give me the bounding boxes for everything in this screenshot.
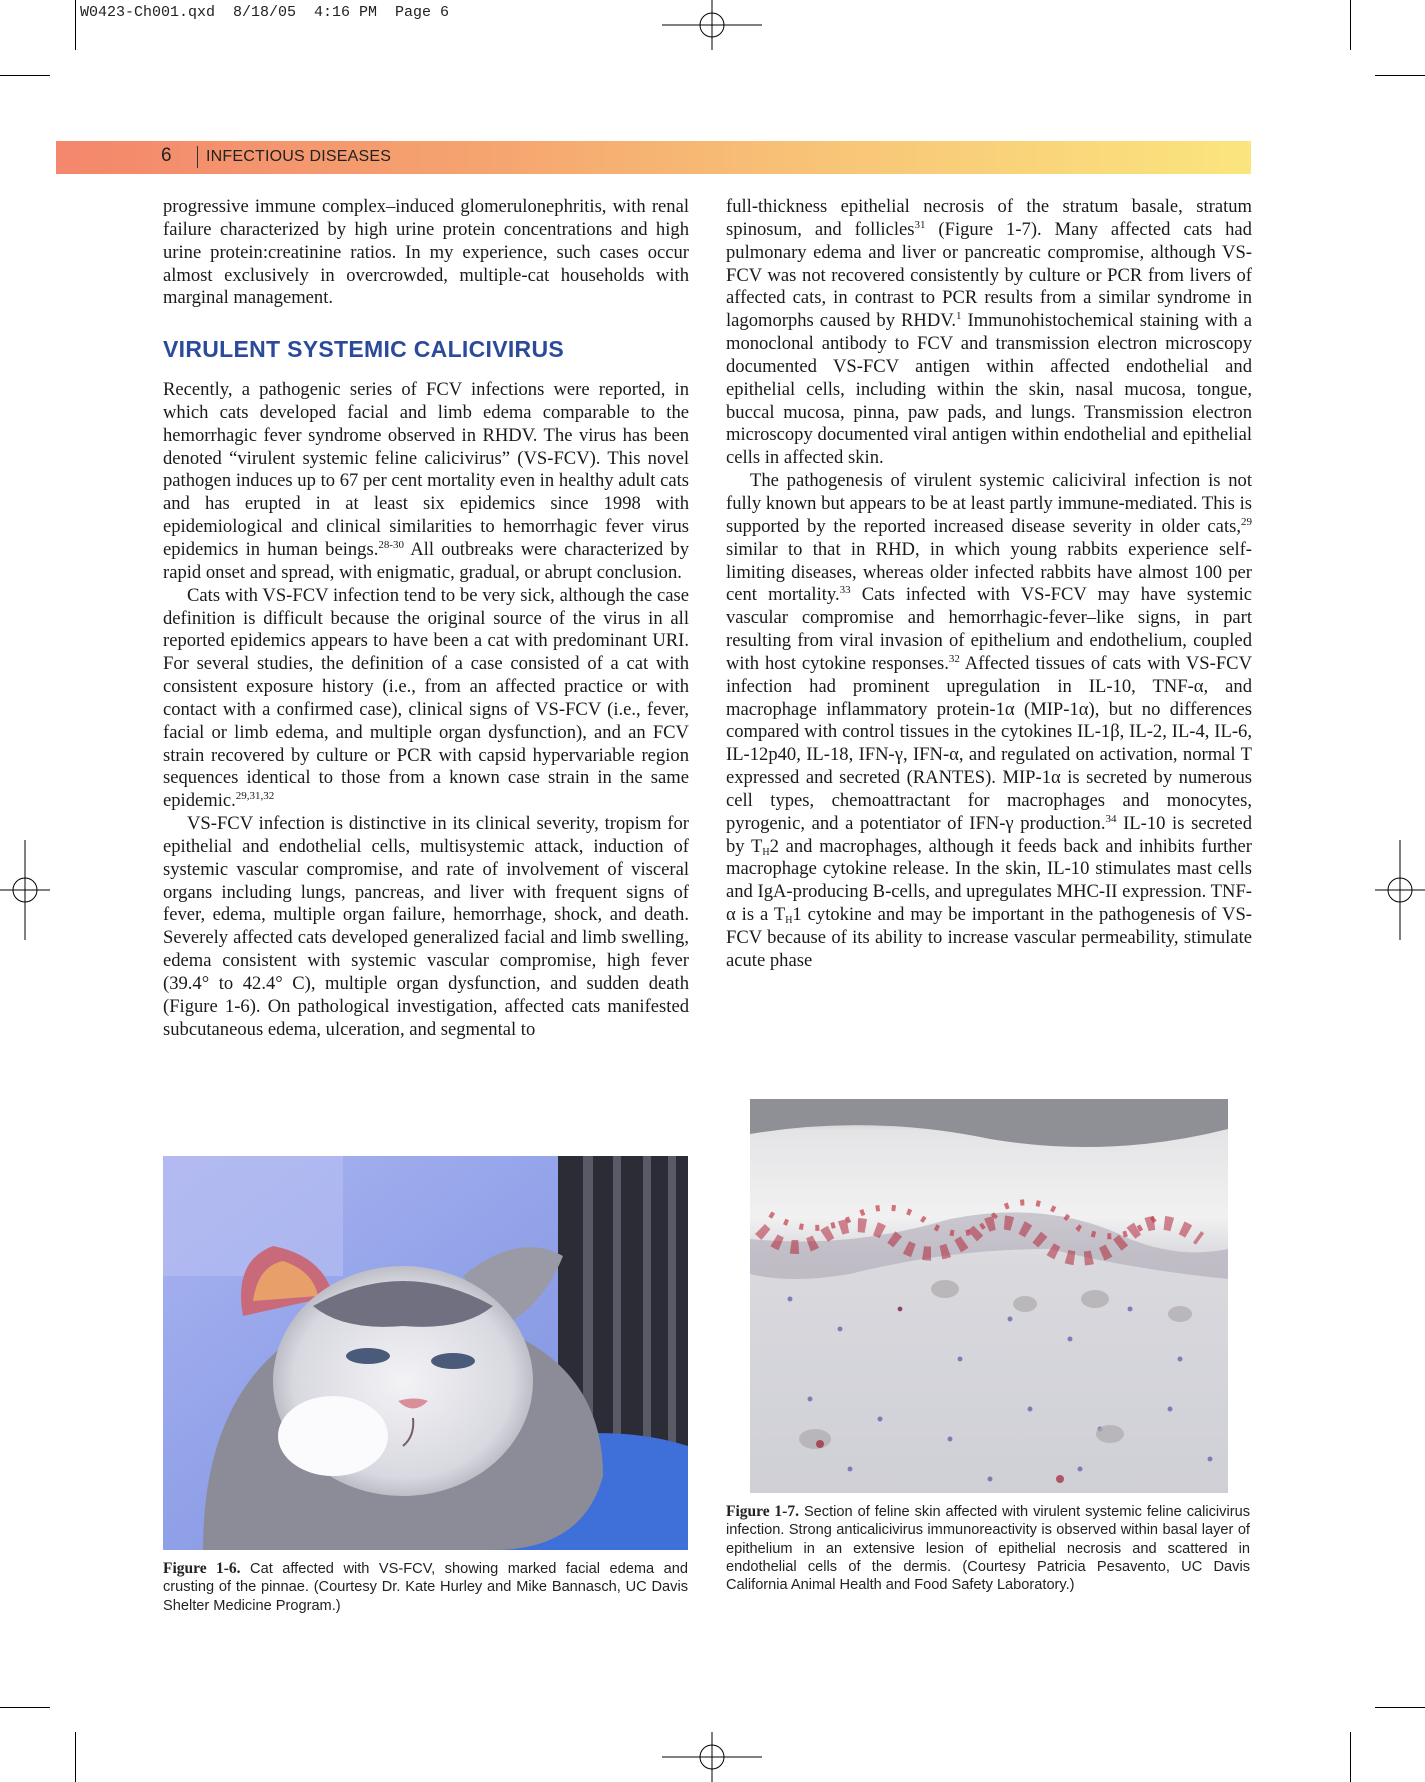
figure-1-6-cat-photo bbox=[163, 1156, 688, 1550]
paragraph: progressive immune complex–induced glomerulonephritis, with renal failure characterized by high urine protein concentrations and high urine protein:creatinine ratios. In my experience, such cases occur almost exclusively in overcrowded, multiple-cat households with marginal management. bbox=[163, 196, 689, 309]
histology-illustration bbox=[750, 1099, 1228, 1493]
subscript: H bbox=[762, 846, 770, 858]
registration-mark-right bbox=[1375, 840, 1425, 940]
text-run: 2 and macrophages, although it feeds back and inhibits further macrophage cytokine release. In the skin, IL-10 stimulates mast cells and IgA-producing B-cells, and upregulates MHC-II expression. TNF-α is a T bbox=[726, 835, 1252, 926]
reference-superscript: 32 bbox=[948, 652, 960, 665]
text-run: Recently, a pathogenic series of FCV infections were reported, in which cats developed facial and limb edema comparable to the hemorrhagic fever syndrome observed in RHDV. The virus has been denoted “virulent systemic feline calicivirus” (VS-FCV). This novel pathogen induces up to 67 per cent mortality even in healthy adult cats and has erupted in at least six epidemics since 1998 with epidemiological and clinical similarities to hemorrhagic fever virus epidemics in human beings. bbox=[163, 379, 689, 560]
reference-superscript: 1 bbox=[955, 310, 962, 323]
text-run: The pathogenesis of virulent systemic caliciviral infection is not fully known but appears to be at least partly immune-mediated. This is supported by the reported increased disease severity in older cats, bbox=[726, 470, 1252, 537]
figure-label: Figure 1-7. bbox=[726, 1503, 799, 1520]
text-run: IL-10 is secreted by T bbox=[726, 812, 1252, 857]
text-run: similar to that in RHD, in which young rabbits experience self-limiting diseases, whereas older infected rabbits have almost 100 per cent mortality. bbox=[726, 538, 1252, 606]
paragraph bbox=[163, 585, 689, 813]
reference-superscript: 33 bbox=[839, 584, 851, 597]
reference-superscript: 34 bbox=[1105, 812, 1117, 825]
paragraph bbox=[726, 196, 1252, 470]
figure-1-7-histology-micrograph bbox=[750, 1099, 1228, 1493]
subscript: H bbox=[785, 915, 793, 927]
header-divider bbox=[197, 146, 198, 168]
paragraph bbox=[163, 379, 689, 585]
registration-mark-left bbox=[0, 840, 50, 940]
text-run: Immunohistochemical staining with a monoclonal antibody to FCV and transmission electron microscopy documented VS-FCV antigen within affected endothelial and epithelial cells, including within the skin, nasal mucosa, tongue, buccal mucosa, pinna, paw pads, and lungs. Transmission electron microscopy documented viral antigen within endothelial and epithelial cells in affected skin. bbox=[726, 310, 1252, 469]
reference-superscript: 29 bbox=[1241, 515, 1252, 528]
printer-slug: W0423-Ch001.qxd 8/18/05 4:16 PM Page 6 bbox=[80, 4, 450, 21]
paragraph bbox=[726, 470, 1252, 973]
right-column bbox=[726, 196, 1252, 973]
text-run: full-thickness epithelial necrosis of the stratum basale, stratum spinosum, and follicles bbox=[726, 196, 1252, 240]
left-column bbox=[163, 196, 689, 1042]
page-number: 6 bbox=[161, 145, 172, 166]
registration-mark-bottom bbox=[662, 1732, 762, 1782]
figure-1-7-caption bbox=[726, 1503, 1250, 1594]
caption-text: Section of feline skin affected with virulent systemic feline calicivirus infection. Strong anticalicivirus immunoreactivity is observed within basal layer of epithelium in an extensive lesion of epithelial necrosis and scattered in endothelial cells of the dermis. (Courtesy Patricia Pesavento, UC Davis California Animal Health and Food Safety Laboratory.) bbox=[726, 1504, 1250, 1594]
running-head: INFECTIOUS DISEASES bbox=[206, 148, 392, 165]
section-heading: VIRULENT SYSTEMIC CALICIVIRUS bbox=[163, 336, 565, 363]
caption-text: Cat affected with VS-FCV, showing marked facial edema and crusting of the pinnae. (Courtesy Dr. Kate Hurley and Mike Bannasch, UC Davis Shelter Medicine Program.) bbox=[163, 1561, 688, 1614]
paragraph: VS-FCV infection is distinctive in its clinical severity, tropism for epithelial and endothelial cells, multisystemic attack, induction of systemic vascular compromise, and rate of involvement of visceral organs including lungs, pancreas, and liver with frequent signs of fever, edema, multiple organ failure, hemorrhage, shock, and death. Severely affected cats developed generalized facial and limb swelling, edema consistent with systemic vascular compromise, high fever (39.4° to 42.4° C), multiple organ dysfunction, and sudden death (Figure 1-6). On pathological investigation, affected cats manifested subcutaneous edema, ulceration, and segmental to bbox=[163, 813, 689, 1040]
cat-photo-illustration bbox=[163, 1156, 688, 1550]
text-run: (Figure 1-7). Many affected cats had pulmonary edema and liver or pancreatic compromise, although VS-FCV was not recovered consistently by culture or PCR from livers of affected cats, in contrast to PCR results from a similar syndrome in lagomorphs caused by RHDV. bbox=[726, 218, 1252, 332]
text-run: 1 cytokine and may be important in the pathogenesis of VS-FCV because of its ability to increase vascular permeability, stimulate acute phase bbox=[726, 904, 1252, 971]
reference-superscript: 31 bbox=[914, 218, 926, 231]
text-run: Affected tissues of cats with VS-FCV infection had prominent upregulation in IL-10, TNF-α, and macrophage inflammatory protein-1α (MIP-1α), but no differences compared with control tissues in the cytokines IL-1β, IL-2, IL-4, IL-6, IL-12p40, IL-18, IFN-γ, IFN-α, and regulated on activation, normal T expressed and secreted (RANTES). MIP-1α is secreted by numerous cell types, chemoattractant for macrophages and monocytes, pyrogenic, and a potentiator of IFN-γ production. bbox=[726, 652, 1252, 834]
registration-mark-top bbox=[662, 0, 762, 50]
text-run: Cats infected with VS-FCV may have systemic vascular compromise and hemorrhagic-fever–like signs, in part resulting from viral invasion of epithelium and endothelium, coupled with host cytokine responses. bbox=[726, 584, 1252, 674]
figure-label: Figure 1-6. bbox=[163, 1560, 241, 1577]
reference-superscript: 28-30 bbox=[378, 538, 405, 551]
text-run: Cats with VS-FCV infection tend to be very sick, although the case definition is difficult because the original source of the virus in all reported epidemics appears to have been a cat with predominant URI. For several studies, the definition of a case consisted of a cat with consistent exposure history (i.e., from an affected practice or with contact with a confirmed case), clinical signs of VS-FCV (i.e., fever, facial or limb edema, and multiple organ dysfunction), and an FCV strain recovered by culture or PCR with capsid hypervariable region sequences identical to those from a known case strain in the same epidemic. bbox=[163, 584, 689, 812]
text-run: All outbreaks were characterized by rapid onset and spread, with enigmatic, gradual, or abrupt conclusion. bbox=[163, 538, 689, 583]
reference-superscript: 29,31,32 bbox=[235, 790, 275, 803]
figure-1-6-caption bbox=[163, 1560, 688, 1615]
